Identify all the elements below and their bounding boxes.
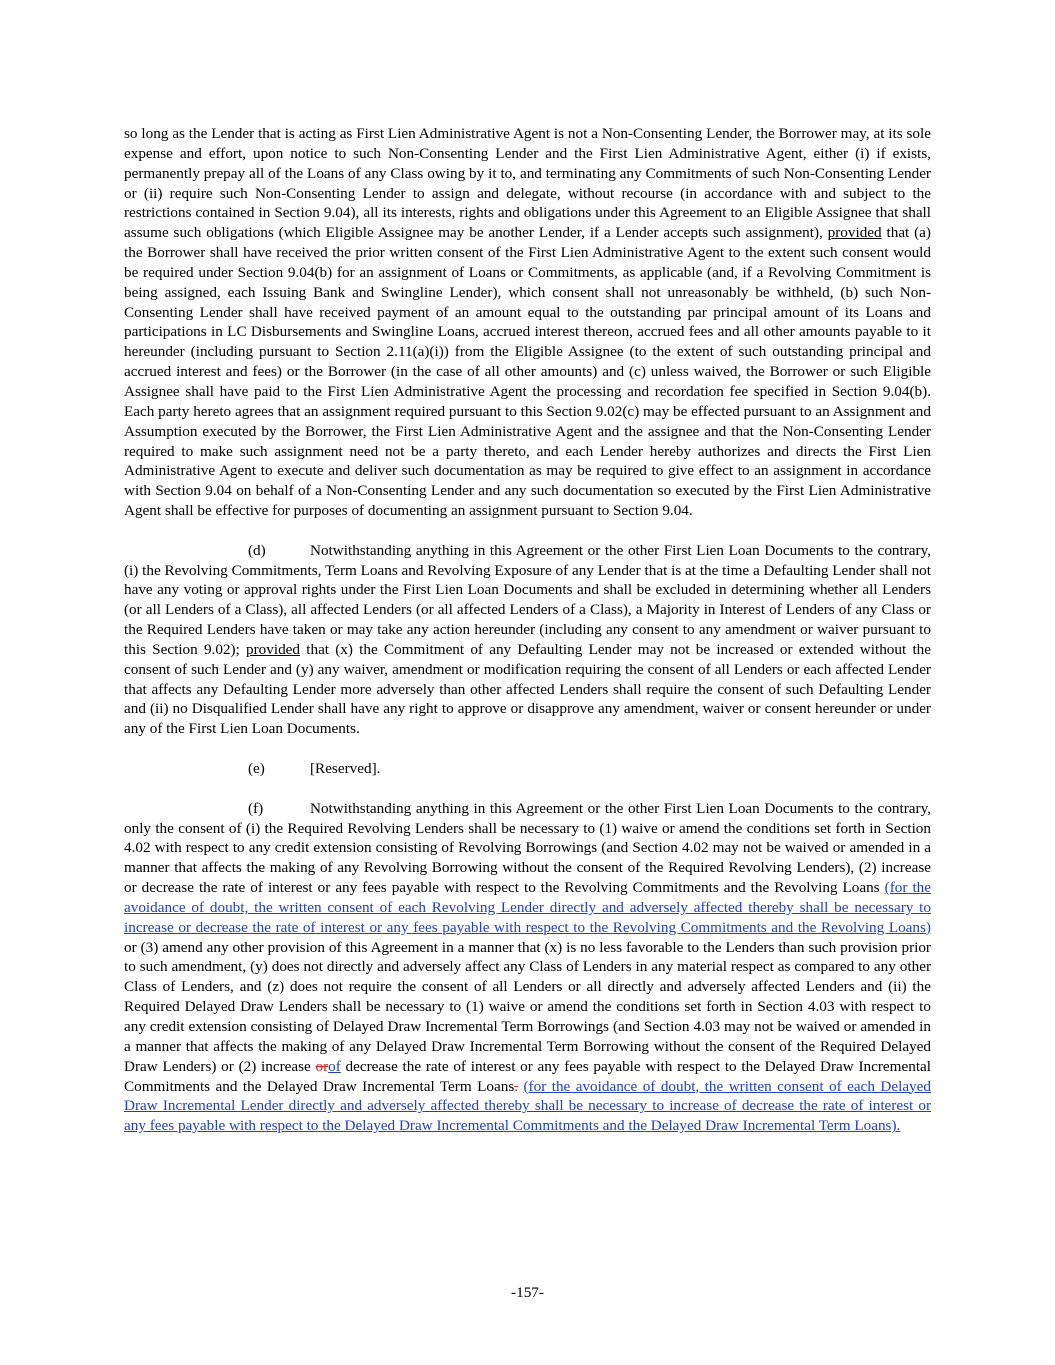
paragraph-e	[124, 759, 931, 779]
section-label: (d)	[248, 541, 266, 559]
text-run: decrease the rate of interest or any fees payable with respect to the Delayed Draw Incremental Commitments and the Delayed Draw Incremental Term Loans	[124, 1057, 931, 1095]
inserted-text: of	[328, 1057, 341, 1075]
text-run: Notwithstanding anything in this Agreement or the other First Lien Loan Documents to the contrary, (i) the Revolving Commitments, Term Loans and Revolving Exposure of any Lender that is at the time a Defaulting Lender shall not have any voting or approval rights under the First Lien Loan Documents and shall be excluded in determining whether all Lenders (or all Lenders of a Class), all affected Lenders (or all affected Lenders of a Class), a Majority in Interest of Lenders of any Class or the Required Lenders have taken or may take any action hereunder (including any consent to any amendment or waiver pursuant to this Section 9.02);	[124, 541, 931, 658]
text-run: that (a) the Borrower shall have received the prior written consent of the First Lien Administrative Agent to the extent such consent would be required under Section 9.04(b) for an assignment of Loans or Commitments, as applicable (and, if a Revolving Commitment is being assigned, each Issuing Bank and Swingline Lender), which consent shall not unreasonably be withheld, (b) such Non-Consenting Lender shall have received payment of an amount equal to the outstanding par principal amount of its Loans and participations in LC Disbursements and Swingline Loans, accrued interest thereon, accrued fees and all other amounts payable to it hereunder (including pursuant to Section 2.11(a)(i)) from the Eligible Assignee (to the extent of such outstanding principal and accrued interest and fees) or the Borrower (in the case of all other amounts) and (c) unless waived, the Borrower or such Eligible Assignee shall have paid to the First Lien Administrative Agent the processing and recordation fee specified in Section 9.04(b). Each party hereto agrees that an assignment required pursuant to this Section 9.02(c) may be effected pursuant to an Assignment and Assumption executed by the Borrower, the First Lien Administrative Agent and the assignee and that the Non-Consenting Lender required to make such assignment need not be a party thereto, and each Lender hereby authorizes and directs the First Lien Administrative Agent to execute and deliver such documentation as may be required to give effect to an assignment in accordance with Section 9.04 on behalf of a Non-Consenting Lender and any such documentation so executed by the First Lien Administrative Agent shall be effective for purposes of documenting an assignment pursuant to Section 9.04.	[124, 224, 931, 520]
text-run: that (x) the Commitment of any Defaulting Lender may not be increased or extended without the consent of such Lender and (y) any waiver, amendment or modification requiring the consent of all Lenders or each affected Lender that affects any Defaulting Lender more adversely than other affected Lenders shall require the consent of such Defaulting Lender and (ii) no Disqualified Lender shall have any right to approve or disapprove any amendment, waiver or consent hereunder or under any of the First Lien Loan Documents.	[124, 640, 931, 738]
paragraph-c-continuation	[124, 124, 931, 521]
deleted-text: or	[315, 1057, 329, 1075]
paragraph-f	[124, 799, 931, 1136]
inserted-text: (for the avoidance of doubt, the written consent of each Delayed Draw Incremental Lender directly and adversely affected thereby shall be necessary to increase of decrease the rate of interest or any fees payable with respect to the Delayed Draw Incremental Commitments and the Delayed Draw Incremental Term Loans).	[124, 1077, 931, 1135]
page-number: -157-	[511, 1284, 544, 1301]
provided-term: provided	[246, 640, 301, 658]
section-label: (f)	[248, 799, 264, 817]
section-label: (e)	[248, 760, 265, 777]
text-run: or (3) amend any other provision of this Agreement in a manner that (x) is no less favorable to the Lenders than such provision prior to such amendment, (y) does not directly and adversely affect any Class of Lenders in any material respect as compared to any other Class of Lenders, and (z) does not require the consent of all Lenders or all directly and adversely affected Lenders and (ii) the Required Delayed Draw Lenders shall be necessary to (1) waive or amend the conditions set forth in Section 4.03 with respect to any credit extension consisting of Delayed Draw Incremental Term Borrowings (and Section 4.03 may not be waived or amended in a manner that affects the making of any Delayed Draw Incremental Term Borrowing without the consent of the Required Delayed Draw Lenders) or (2) increase	[124, 938, 931, 1075]
inserted-text: (for the avoidance of doubt, the written consent of each Revolving Lender directly and adversely affected thereby shall be necessary to increase or decrease the rate of interest or any fees payable with respect to the Revolving Commitments and the Revolving Loans)	[124, 879, 932, 936]
deleted-text: .	[514, 1077, 519, 1095]
document-body	[124, 124, 931, 1136]
provided-term: provided	[827, 224, 882, 242]
paragraph-d	[124, 541, 931, 739]
text-run: so long as the Lender that is acting as First Lien Administrative Agent is not a Non-Consenting Lender, the Borrower may, at its sole expense and effort, upon notice to such Non-Consenting Lender and the First Lien Administrative Agent, either (i) if exists, permanently prepay all of the Loans of any Class owing by it to, and terminating any Commitments of such Non-Consenting Lender or (ii) require such Non-Consenting Lender to assign and delegate, without recourse (in accordance with and subject to the restrictions contained in Section 9.04), all its interests, rights and obligations under this Agreement to an Eligible Assignee that shall assume such obligations (which Eligible Assignee may be another Lender, if a Lender accepts such assignment),	[124, 125, 931, 242]
text-run: Notwithstanding anything in this Agreement or the other First Lien Loan Documents to the contrary, only the consent of (i) the Required Revolving Lenders shall be necessary to (1) waive or amend the conditions set forth in Section 4.02 with respect to any credit extension consisting of Revolving Borrowings (and Section 4.02 may not be waived or amended in a manner that affects the making of any Revolving Borrowing without the consent of the Required Revolving Lenders), (2) increase or decrease the rate of interest or any fees payable with respect to the Revolving Commitments and the Revolving Loans	[124, 799, 931, 897]
text-run: [Reserved].	[310, 760, 381, 777]
